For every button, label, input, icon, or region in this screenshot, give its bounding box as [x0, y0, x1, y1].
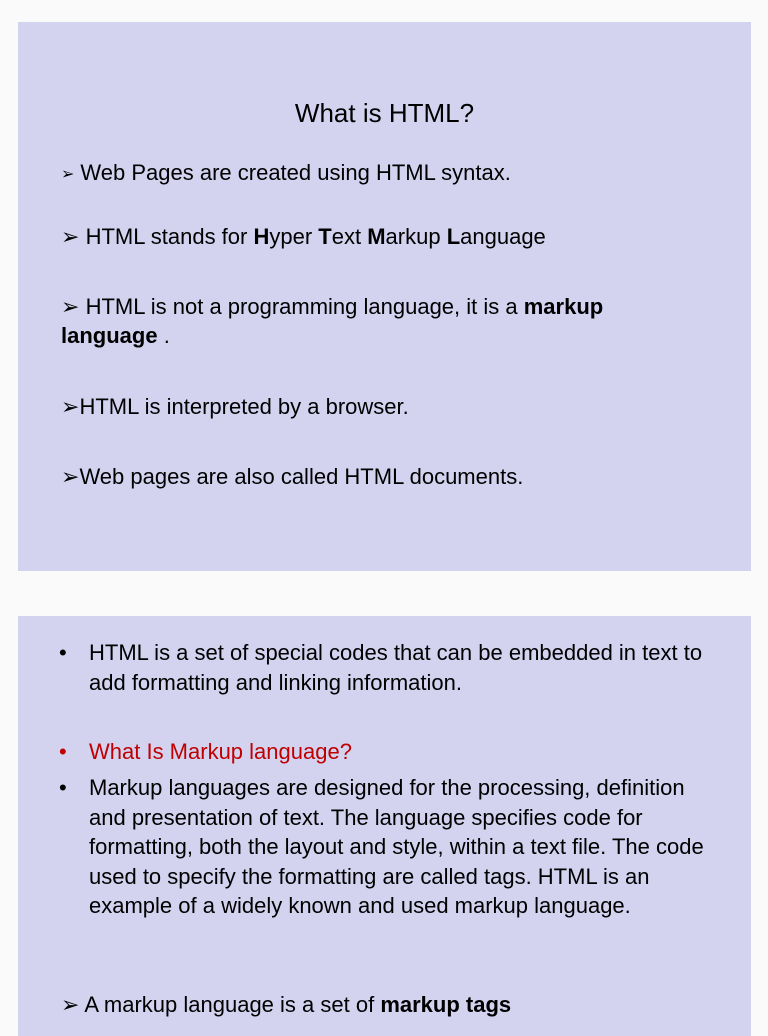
arrow-bullet-icon: ➢: [61, 224, 80, 249]
arrow-item-web-pages-syntax: ➢ Web Pages are created using HTML syntax.: [61, 158, 701, 189]
arrow-bullet-icon: ➢: [61, 294, 80, 319]
slide-title: What is HTML?: [294, 98, 475, 128]
arrow-item-interpreted-by-browser: ➢HTML is interpreted by a browser.: [61, 394, 409, 419]
arrow-bullet-icon: ➢: [61, 992, 80, 1017]
bullet-item-markup-definition: • Markup languages are designed for the processing, definition and presentation of text. The language specifies code for formatting, both the layout and style, within a text file. The code used to specify the formatting are called tags. HTML is an example of a widely known and used markup language.: [59, 775, 704, 918]
bullet-dot-icon: •: [59, 775, 67, 800]
arrow-bullet-icon: ➢: [61, 464, 80, 489]
bullet-dot-icon: •: [59, 640, 67, 665]
arrow-bullet-icon: ➢: [61, 166, 75, 183]
slide-markup-language: [18, 616, 751, 1036]
arrow-item-markup-tags: ➢ A markup language is a set of markup tags: [61, 992, 512, 1017]
bullet-item-special-codes: • HTML is a set of special codes that can be embedded in text to add formatting and linking information.: [59, 640, 703, 695]
bullet-dot-icon: •: [59, 739, 67, 764]
arrow-item-html-stands-for: ➢ HTML stands for Hyper Text Markup Language: [61, 224, 546, 249]
arrow-item-html-documents: ➢Web pages are also called HTML documents.: [61, 464, 524, 489]
bullet-item-what-is-markup: • What Is Markup language?: [59, 737, 719, 767]
arrow-bullet-icon: ➢: [61, 394, 80, 419]
arrow-item-not-programming-language: ➢ HTML is not a programming language, it is a markup language .: [61, 294, 604, 348]
slide-what-is-html: [18, 22, 751, 571]
